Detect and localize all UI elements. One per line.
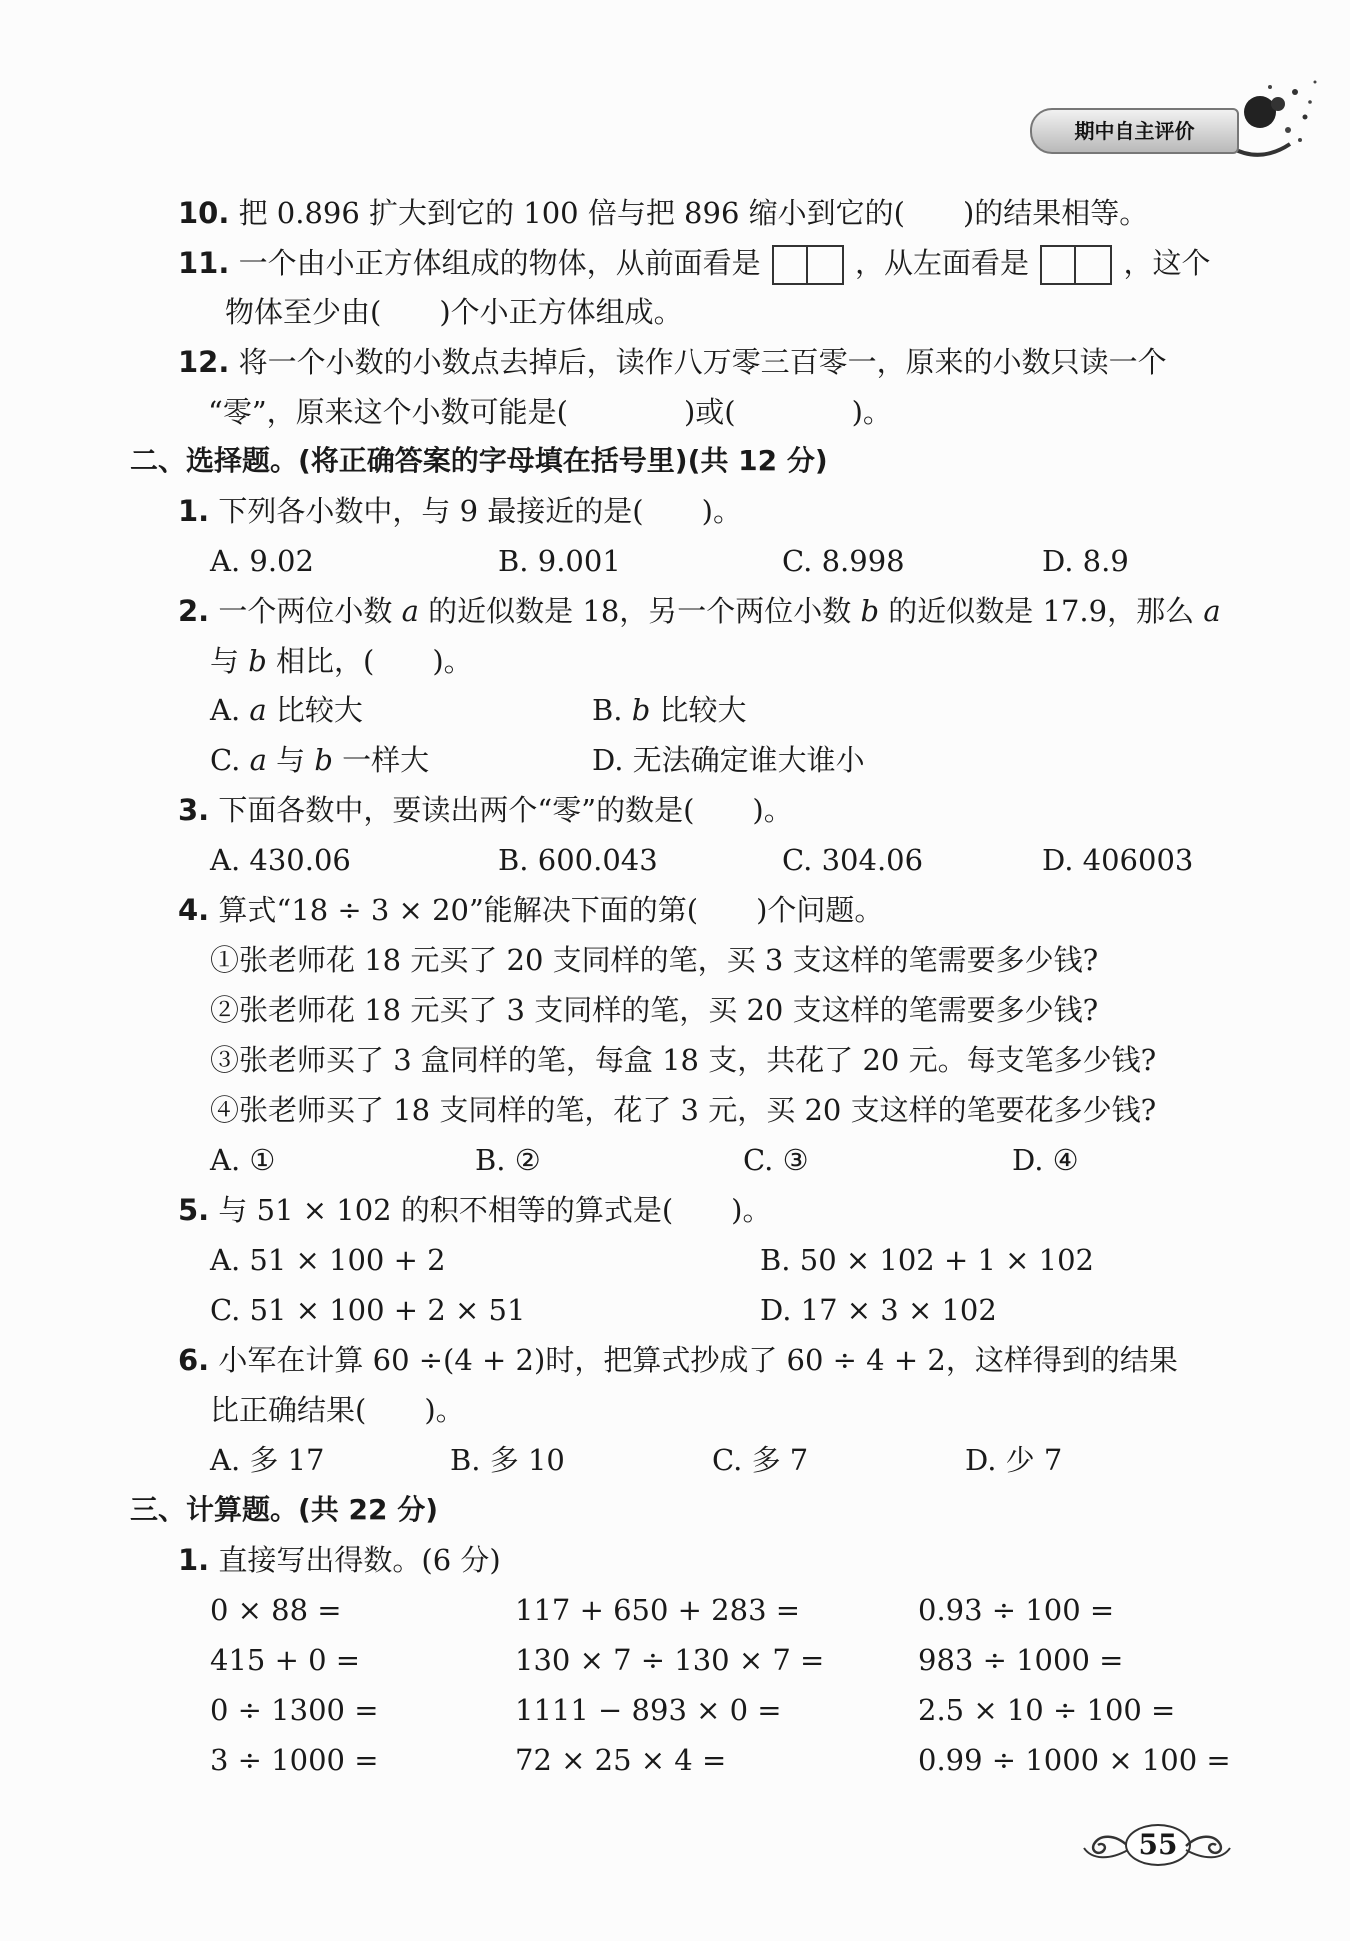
- option: A. 51 × 100 + 2: [210, 1243, 446, 1277]
- question-text: 下列各小数中，与 9 最接近的是( )。: [218, 494, 742, 528]
- variable: a: [1203, 594, 1221, 628]
- sub-problem: ②张老师花 18 元买了 3 支同样的笔，买 20 支这样的笔需要多少钱?: [210, 993, 1099, 1027]
- front-view-figure: [772, 245, 844, 285]
- option-label: B.: [592, 693, 632, 727]
- calc-question-1: [178, 1540, 501, 1580]
- question-text: 的近似数是 17.9，那么: [879, 594, 1204, 628]
- option: A. 9.02: [210, 544, 314, 578]
- option: D. 无法确定谁大谁小: [592, 743, 865, 777]
- question-number: 4.: [178, 893, 210, 927]
- question-number: 1.: [178, 494, 210, 528]
- calc-item: 72 × 25 × 4 =: [515, 1743, 727, 1777]
- variable: b: [248, 644, 267, 678]
- option: D. ④: [1012, 1143, 1079, 1177]
- question-text: 一个两位小数: [218, 594, 402, 628]
- calc-item: 130 × 7 ÷ 130 × 7 =: [515, 1643, 825, 1677]
- option-text: 一样大: [332, 743, 430, 777]
- choice-question-6: [178, 1340, 1178, 1380]
- option: [210, 690, 363, 730]
- question-text: 把 0.896 扩大到它的 100 倍与把 896 缩小到它的( )的结果相等。: [238, 196, 1149, 230]
- option-text: 比较大: [266, 693, 363, 727]
- question-number: 12.: [178, 345, 230, 379]
- question-number: 10.: [178, 196, 230, 230]
- question-text: 算式“18 ÷ 3 × 20”能解决下面的第( )个问题。: [218, 893, 884, 927]
- sub-problem: ①张老师花 18 元买了 20 支同样的笔，买 3 支这样的笔需要多少钱?: [210, 943, 1099, 977]
- choice-question-5: [178, 1190, 771, 1230]
- option: C. ③: [743, 1143, 809, 1177]
- variable: a: [249, 743, 267, 777]
- question-text: 与 51 × 102 的积不相等的算式是( )。: [218, 1193, 772, 1227]
- option: A. ①: [210, 1143, 276, 1177]
- question-10: [178, 193, 1148, 233]
- page-number-area: [1080, 1818, 1230, 1878]
- option: [592, 690, 747, 730]
- option-label: A.: [210, 693, 250, 727]
- question-text: 下面各数中，要读出两个“零”的数是( )。: [218, 793, 793, 827]
- option: C. 304.06: [782, 843, 924, 877]
- left-ornament-icon: [1080, 1826, 1130, 1866]
- question-text: 将一个小数的小数点去掉后，读作八万零三百零一，原来的小数只读一个: [238, 345, 1167, 379]
- question-number: 2.: [178, 594, 210, 628]
- option: B. 9.001: [498, 544, 621, 578]
- question-text: ，这个: [1123, 246, 1211, 280]
- calc-item: 0 ÷ 1300 =: [210, 1693, 379, 1727]
- option: A. 430.06: [210, 843, 351, 877]
- option: D. 17 × 3 × 102: [760, 1293, 997, 1327]
- option: C. 51 × 100 + 2 × 51: [210, 1293, 526, 1327]
- question-text: 相比，( )。: [266, 644, 473, 678]
- option: B. 多 10: [450, 1443, 565, 1477]
- calc-item: 415 + 0 =: [210, 1643, 361, 1677]
- question-number: 3.: [178, 793, 210, 827]
- variable: b: [631, 693, 651, 727]
- question-11: [178, 243, 1211, 285]
- header-badge: 期中自主评价: [1030, 108, 1239, 154]
- option: D. 8.9: [1042, 544, 1129, 578]
- calc-item: 0.99 ÷ 1000 × 100 =: [918, 1743, 1231, 1777]
- option: B. ②: [475, 1143, 541, 1177]
- option: C. 多 7: [712, 1443, 809, 1477]
- calc-item: 117 + 650 + 283 =: [515, 1593, 801, 1627]
- question-number: 11.: [178, 246, 230, 280]
- option: A. 多 17: [210, 1443, 325, 1477]
- option: D. 406003: [1042, 843, 1194, 877]
- option-text: 比较大: [650, 693, 747, 727]
- choice-question-2-cont: [210, 641, 473, 681]
- calc-item: 983 ÷ 1000 =: [918, 1643, 1124, 1677]
- question-text: 直接写出得数。(6 分): [218, 1543, 501, 1577]
- variable: b: [314, 743, 333, 777]
- option: D. 少 7: [965, 1443, 1063, 1477]
- sub-problem: ④张老师买了 18 支同样的笔，花了 3 元，买 20 支这样的笔要花多少钱?: [210, 1093, 1157, 1127]
- header-badge-area: [1030, 100, 1280, 160]
- question-12: [178, 342, 1167, 382]
- section-title: 二、选择题。(将正确答案的字母填在括号里)(共 12 分): [130, 444, 828, 477]
- option: B. 50 × 102 + 1 × 102: [760, 1243, 1095, 1277]
- calc-item: 1111 − 893 × 0 =: [515, 1693, 782, 1727]
- question-text: 的近似数是 18，另一个两位小数: [418, 594, 861, 628]
- right-ornament-icon: [1184, 1826, 1234, 1866]
- page-number: 55: [1125, 1824, 1191, 1866]
- question-text: 小军在计算 60 ÷(4 + 2)时，把算式抄成了 60 ÷ 4 + 2，这样得到的结果: [218, 1343, 1178, 1377]
- option: B. 600.043: [498, 843, 658, 877]
- calc-item: 2.5 × 10 ÷ 100 =: [918, 1693, 1176, 1727]
- choice-question-1: [178, 491, 742, 531]
- question-number: 6.: [178, 1343, 210, 1377]
- option: [210, 740, 429, 780]
- question-text: “零”，原来这个小数可能是( )或( )。: [208, 395, 892, 429]
- question-number: 5.: [178, 1193, 210, 1227]
- calc-item: 0 × 88 =: [210, 1593, 342, 1627]
- question-text: ，从左面看是: [855, 246, 1030, 280]
- option: C. 8.998: [782, 544, 905, 578]
- question-12-cont: [208, 392, 892, 432]
- option-text: 与: [266, 743, 315, 777]
- left-view-figure: [1040, 245, 1112, 285]
- calc-item: 3 ÷ 1000 =: [210, 1743, 379, 1777]
- variable: a: [401, 594, 419, 628]
- calc-item: 0.93 ÷ 100 =: [918, 1593, 1115, 1627]
- choice-question-2: [178, 591, 1221, 631]
- choice-question-3: [178, 790, 793, 830]
- variable: b: [860, 594, 880, 628]
- choice-question-4: [178, 890, 883, 930]
- question-number: 1.: [178, 1543, 210, 1577]
- variable: a: [249, 693, 267, 727]
- option-label: C.: [210, 743, 250, 777]
- section-title: 三、计算题。(共 22 分): [130, 1493, 439, 1526]
- choice-question-6-cont: 比正确结果( )。: [210, 1393, 465, 1427]
- question-text: 与: [210, 644, 249, 678]
- sub-problem: ③张老师买了 3 盒同样的笔，每盒 18 支，共花了 20 元。每支笔多少钱?: [210, 1043, 1157, 1077]
- question-11-cont: [225, 292, 683, 332]
- question-text: 一个由小正方体组成的物体，从前面看是: [238, 246, 761, 280]
- question-text: 物体至少由( )个小正方体组成。: [225, 295, 683, 329]
